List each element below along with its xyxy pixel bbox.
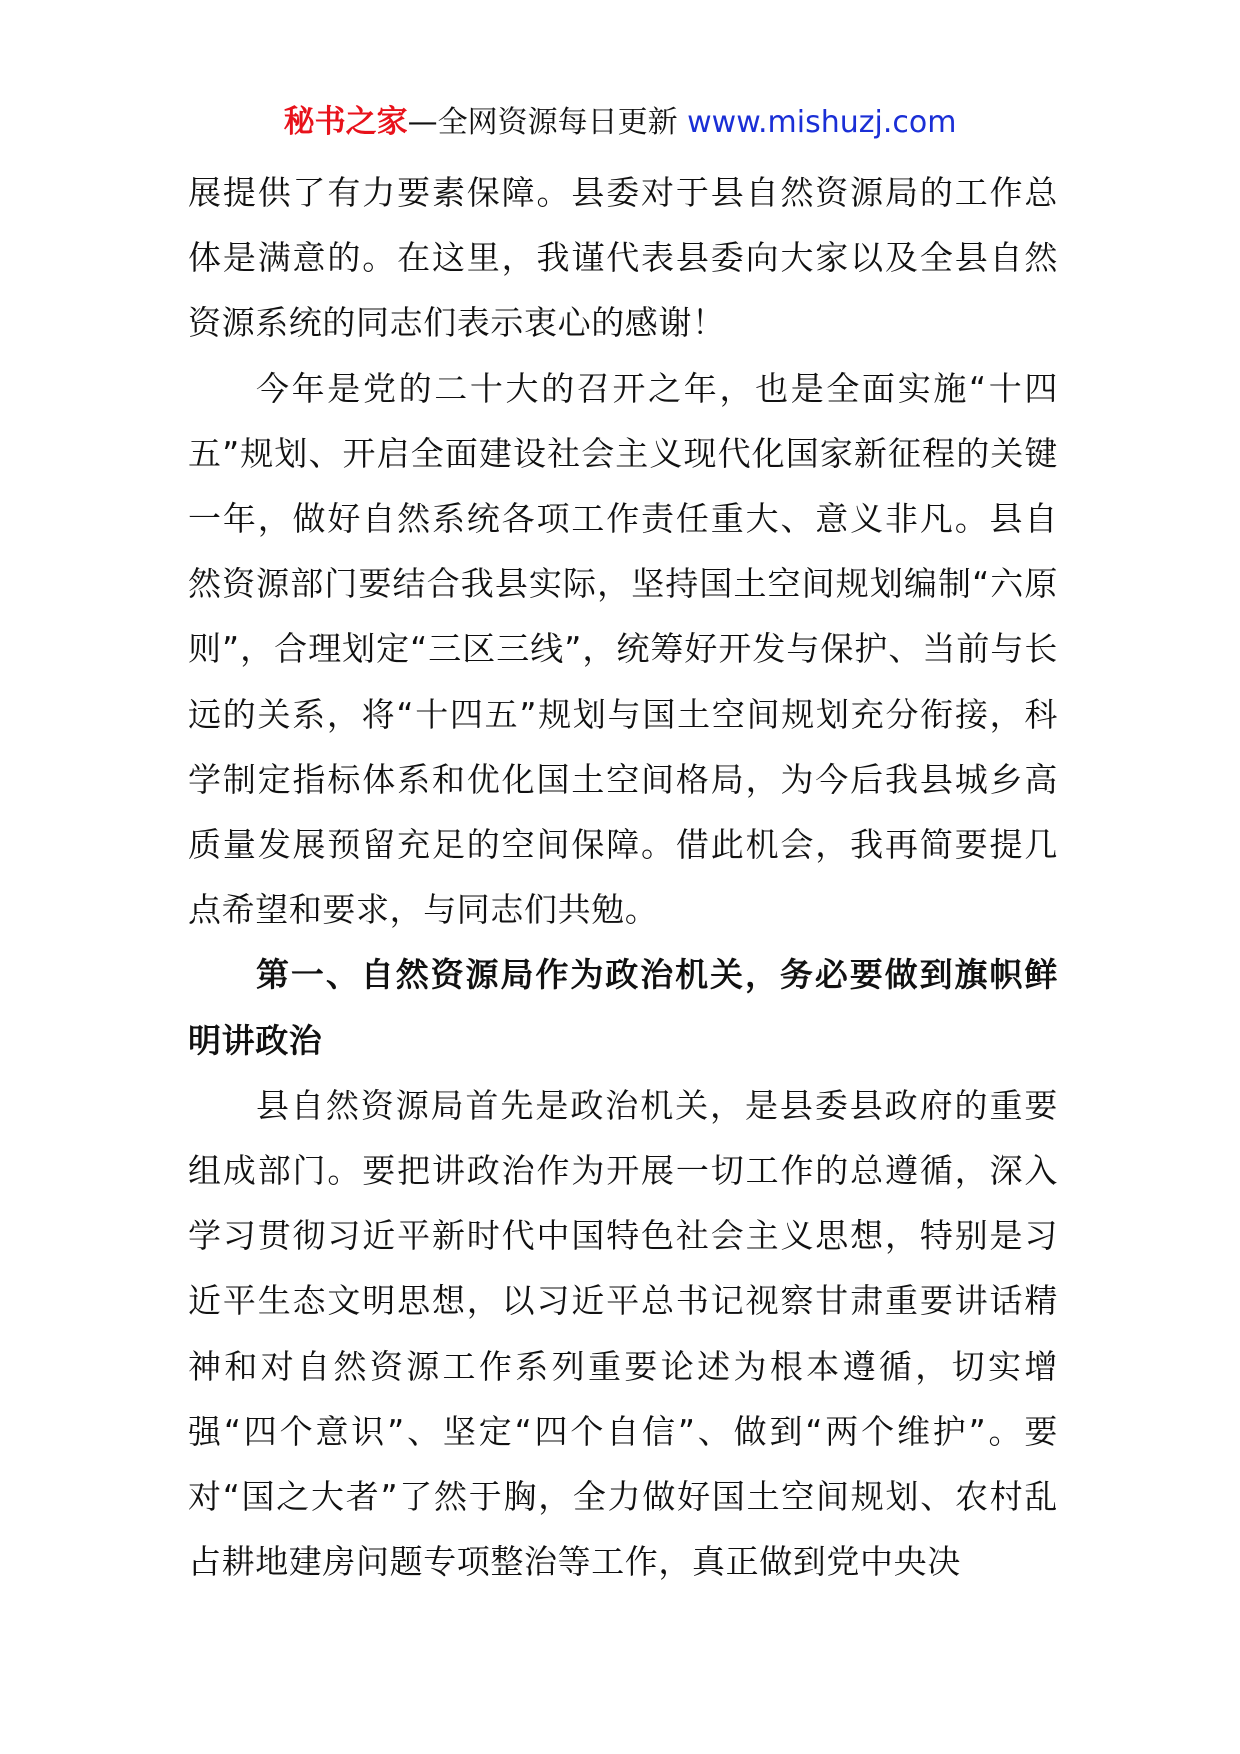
document-body (188, 160, 1058, 1594)
section-heading-1: 第一、自然资源局作为政治机关，务必要做到旗帜鲜明讲政治 (188, 955, 1058, 1060)
paragraph-3: 县自然资源局首先是政治机关，是县委县政府的重要组成部门。要把讲政治作为开展一切工作的总遵循，深入学习贯彻习近平新时代中国特色社会主义思想，特别是习近平生态文明思想，以习近平总书记视察甘肃重要讲话精神和对自然资源工作系列重要论述为根本遵循，切实增强“四个意识”、坚定“四个自信”、做到“两个维护”。要对“国之大者”了然于胸，全力做好国土空间规划、农村乱占耕地建房问题专项整治等工作，真正做到党中央决 (188, 1085, 1058, 1582)
page-header (0, 100, 1240, 145)
paragraph-2: 今年是党的二十大的召开之年，也是全面实施“十四五”规划、开启全面建设社会主义现代化国家新征程的关键一年，做好自然系统各项工作责任重大、意义非凡。县自然资源部门要结合我县实际，坚持国土空间规划编制“六原则”，合理划定“三区三线”，统筹好开发与保护、当前与长远的关系，将“十四五”规划与国土空间规划充分衔接，科学制定指标体系和优化国土空间格局，为今后我县城乡高质量发展预留充足的空间保障。借此机会，我再简要提几点希望和要求，与同志们共勉。 (188, 368, 1058, 930)
paragraph-1: 展提供了有力要素保障。县委对于县自然资源局的工作总体是满意的。在这里，我谨代表县委向大家以及全县自然资源系统的同志们表示衷心的感谢！ (188, 173, 1058, 343)
website-link[interactable]: www.mishuzj.com (687, 105, 957, 140)
header-tagline: —全网资源每日更新 (407, 105, 688, 140)
brand-name: 秘书之家 (283, 104, 408, 140)
